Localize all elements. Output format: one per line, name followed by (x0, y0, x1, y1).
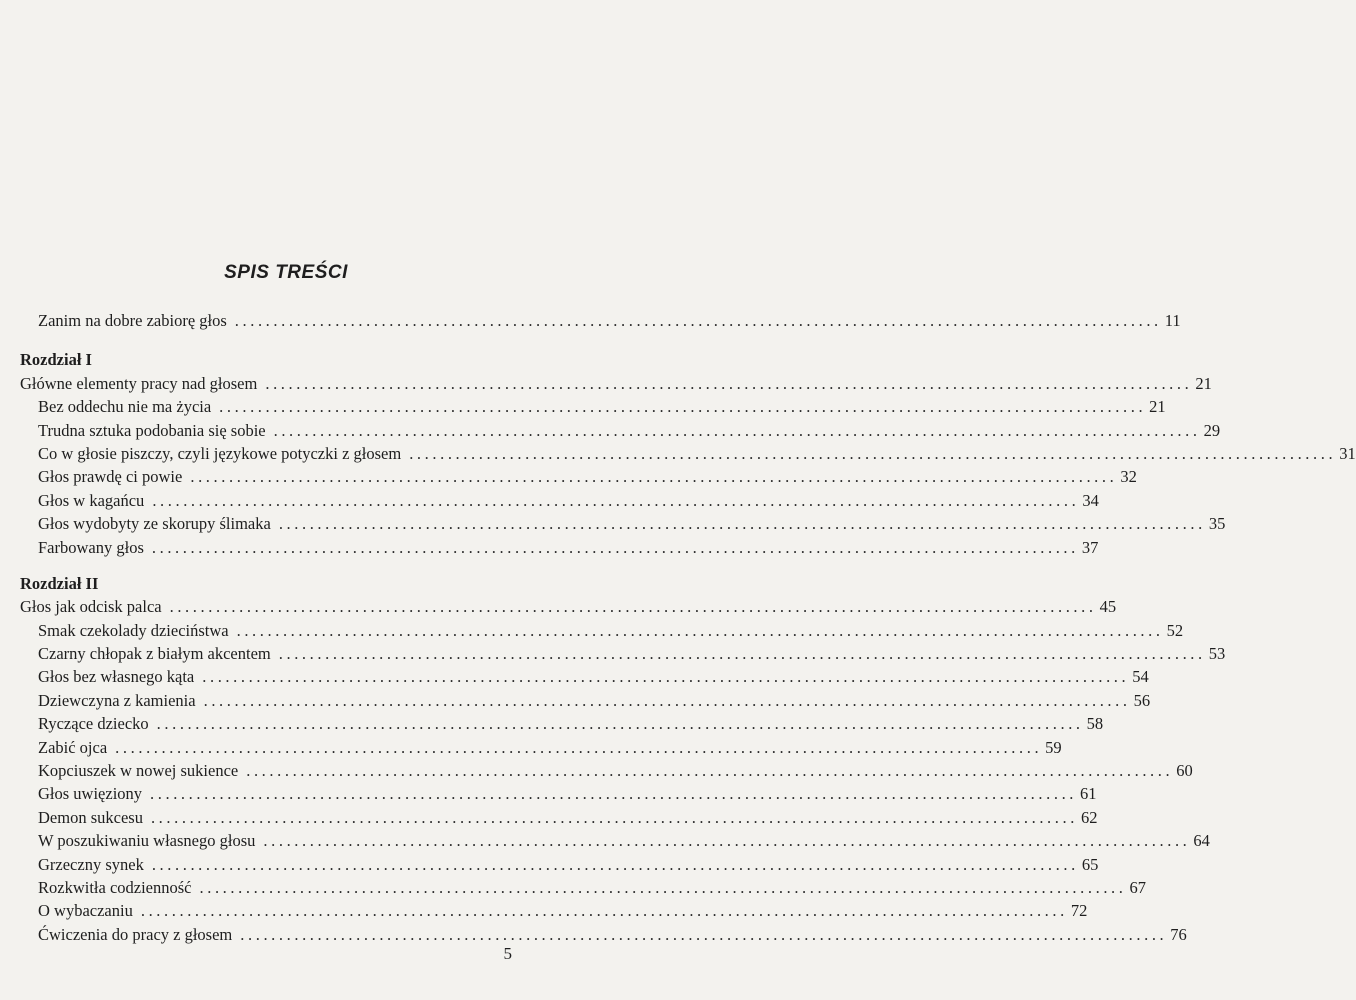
toc-entry (20, 923, 1187, 946)
toc-entry (20, 395, 1166, 418)
dot-leader: ........................................................................................................................ (273, 420, 1201, 440)
dot-leader: ........................................................................................................................ (140, 901, 1068, 921)
toc-entry-page: 52 (1166, 620, 1184, 640)
toc-entry (20, 829, 1210, 852)
dot-leader: ........................................................................................................................ (278, 514, 1206, 534)
page-number: 5 (503, 944, 512, 963)
toc-entry (20, 736, 1062, 759)
toc-entry (20, 782, 1097, 805)
page-title: SPIS TREŚCI (224, 262, 348, 283)
toc-entry-page: 29 (1203, 420, 1221, 440)
toc-entry-page: 31 (1339, 443, 1356, 463)
toc-chapter-lead (20, 372, 1212, 395)
dot-leader: ........................................................................................................................ (151, 537, 1079, 557)
toc-entry-page: 59 (1045, 737, 1062, 757)
toc-entry-title: Trudna sztuka podobania się sobie (38, 420, 266, 440)
toc-entry-title: Głos bez własnego kąta (38, 667, 195, 687)
toc-entry (20, 512, 1226, 535)
toc-entry (20, 536, 1099, 559)
toc-entry (20, 619, 1184, 642)
dot-leader: ........................................................................................................................ (278, 644, 1206, 664)
toc-entry-title: Ryczące dziecko (38, 714, 149, 734)
toc-entry (20, 465, 1137, 488)
toc-entry-page: 64 (1193, 831, 1210, 851)
toc-entry-title: Demon sukcesu (38, 807, 143, 827)
dot-leader: ........................................................................................................................ (202, 667, 1130, 687)
toc-entry-page: 58 (1086, 714, 1104, 734)
toc-entry-page: 54 (1132, 667, 1149, 687)
dot-leader: ........................................................................................................................ (219, 397, 1147, 417)
toc-entry (20, 419, 1221, 442)
toc-entry-page: 56 (1133, 690, 1151, 710)
toc-entry-title: Głos wydobyty ze skorupy ślimaka (38, 514, 271, 534)
toc-entry-page: 61 (1080, 784, 1097, 804)
toc-entry-title: Zabić ojca (38, 737, 108, 757)
dot-leader: ........................................................................................................................ (203, 690, 1131, 710)
dot-leader: ........................................................................................................................ (409, 443, 1337, 463)
toc-entry (20, 876, 1146, 899)
dot-leader: ........................................................................................................................ (152, 490, 1080, 510)
toc-entry-title: Farbowany głos (38, 537, 144, 557)
dot-leader: ........................................................................................................................ (234, 311, 1162, 330)
chapter-heading: Rozdział I (20, 350, 92, 370)
toc-entry (20, 806, 1098, 829)
dot-leader: ........................................................................................................................ (240, 924, 1168, 944)
dot-leader: ........................................................................................................................ (265, 373, 1193, 393)
dot-leader: ........................................................................................................................ (236, 620, 1164, 640)
toc-entry-page: 72 (1070, 901, 1088, 921)
toc-entry-title: Co w głosie piszczy, czyli językowe potyczki z głosem (38, 443, 402, 463)
toc-entry-page: 67 (1129, 877, 1146, 897)
toc-entry-title: Zanim na dobre zabiorę głos (38, 311, 227, 330)
toc-entry-page: 76 (1170, 924, 1187, 944)
toc-entry (20, 442, 1356, 465)
dot-leader: ........................................................................................................................ (150, 807, 1078, 827)
toc-entry-page: 65 (1081, 854, 1099, 874)
dot-leader: ........................................................................................................................ (115, 737, 1043, 757)
toc-entry-page: 11 (1164, 311, 1181, 330)
toc-entry-title: Ćwiczenia do pracy z głosem (38, 924, 233, 944)
chapter-section (20, 348, 1356, 559)
toc-chapter-lead (20, 595, 1117, 618)
dot-leader: ........................................................................................................................ (169, 597, 1097, 617)
toc-entry (20, 489, 1099, 512)
toc-entry-page: 53 (1208, 644, 1226, 664)
toc-entry-title: Głos w kagańcu (38, 490, 145, 510)
toc-entry (20, 899, 1088, 922)
toc-entry-page: 37 (1081, 537, 1099, 557)
toc-entry-page: 32 (1120, 467, 1137, 487)
toc-entry (20, 665, 1149, 688)
toc-entry-page: 35 (1208, 514, 1226, 534)
toc-entry-page: 62 (1080, 807, 1098, 827)
toc-entry (20, 712, 1104, 735)
toc-entry (20, 853, 1099, 876)
toc-entry (20, 689, 1151, 712)
toc-entry-title: Grzeczny synek (38, 854, 144, 874)
toc-entry-title: Głos jak odcisk palca (20, 597, 162, 617)
toc-entry-title: Smak czekolady dzieciństwa (38, 620, 229, 640)
toc-entry-page: 21 (1195, 373, 1212, 393)
dot-leader: ........................................................................................................................ (190, 467, 1118, 487)
toc-entry-page: 45 (1099, 597, 1117, 617)
toc-entry-title: Kopciuszek w nowej sukience (38, 761, 239, 781)
toc-entry-title: Dziewczyna z kamienia (38, 690, 196, 710)
toc-entry-title: O wybaczaniu (38, 901, 133, 921)
chapter-heading: Rozdział II (20, 573, 99, 593)
dot-leader: ........................................................................................................................ (156, 714, 1084, 734)
toc-entry (20, 642, 1226, 665)
toc-entry-page: 60 (1176, 761, 1193, 781)
chapter-section (20, 572, 1226, 946)
dot-leader: ........................................................................................................................ (246, 761, 1174, 781)
toc-entry-page: 21 (1149, 397, 1166, 417)
toc-entry-title: Czarny chłopak z białym akcentem (38, 644, 271, 664)
toc-entry-title: Główne elementy pracy nad głosem (20, 373, 258, 393)
dot-leader: ........................................................................................................................ (263, 831, 1191, 851)
dot-leader: ........................................................................................................................ (199, 877, 1127, 897)
toc-entry-page: 34 (1082, 490, 1099, 510)
dot-leader: ........................................................................................................................ (151, 854, 1079, 874)
table-of-contents (20, 309, 1356, 946)
toc-entry-title: Głos prawdę ci powie (38, 467, 183, 487)
dot-leader: ........................................................................................................................ (150, 784, 1078, 804)
toc-entry-title: Rozkwitła codzienność (38, 877, 192, 897)
toc-entry-title: W poszukiwaniu własnego głosu (38, 831, 256, 851)
toc-entry-title: Głos uwięziony (38, 784, 143, 804)
toc-entry (20, 759, 1193, 782)
toc-entry-intro (20, 309, 1181, 332)
toc-entry-title: Bez oddechu nie ma życia (38, 397, 212, 417)
